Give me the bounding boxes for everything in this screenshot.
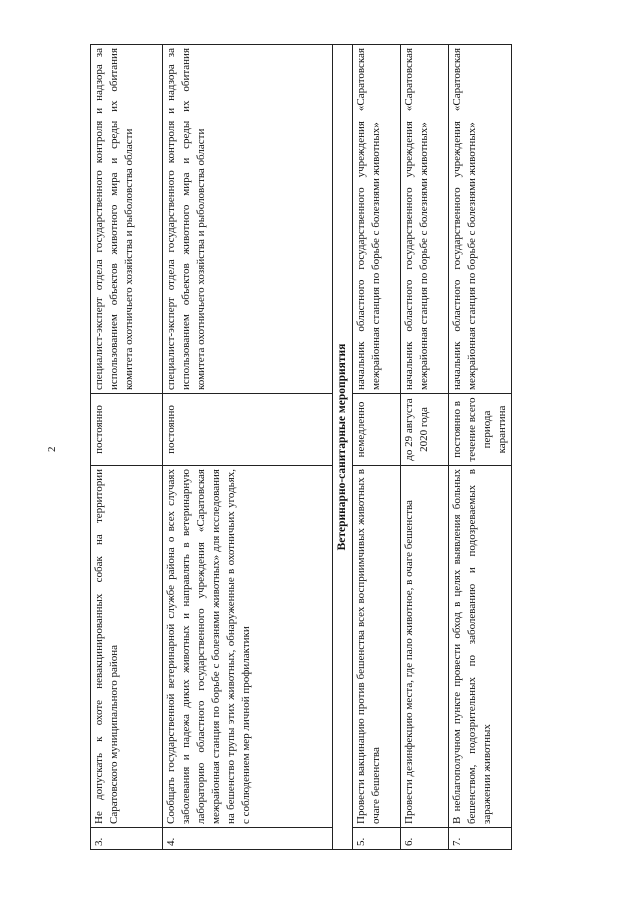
row-number: 7. xyxy=(449,828,512,850)
measures-table xyxy=(90,44,512,850)
action-cell: В неблагополучном пункте провести обход в целях выявления больных бешенством, подозрительных по заболеванию и подозреваемых в заражении животных xyxy=(449,466,512,828)
responsible-cell: начальник областного государственного учреждения «Саратовская межрайонная станция по борьбе с болезнями животных» xyxy=(401,45,449,394)
section-row xyxy=(333,45,353,850)
table-row xyxy=(449,45,512,850)
section-title: Ветеринарно-санитарные мероприятия xyxy=(333,45,353,850)
term-cell: постоянно xyxy=(163,394,333,466)
row-number: 3. xyxy=(91,828,163,850)
action-cell: Провести вакцинацию против бешенства всех восприимчивых животных в очаге бешенства xyxy=(353,466,401,828)
action-cell: Сообщать государственной ветеринарной службе района о всех случаях заболевания и падежа диких животных и направлять в ветеринарную лабораторию областного государственного учреждения «Саратовская межрайонная станция по борьбе с болезнями животных» для исследования на бешенство трупы этих животных, обнаруженные в охотничьих угодьях, с соблюдением мер личной профилактики xyxy=(163,466,333,828)
responsible-cell: начальник областного государственного учреждения «Саратовская межрайонная станция по борьбе с болезнями животных» xyxy=(449,45,512,394)
page-number: 2 xyxy=(46,446,58,452)
responsible-cell: специалист-эксперт отдела государственного контроля и надзора за использованием объектов животного мира и среды их обитания комитета охотничьего хозяйства и рыболовства области xyxy=(91,45,163,394)
rotated-table-sheet xyxy=(90,45,508,850)
action-cell: Провести дезинфекцию места, где пало животное, в очаге бешенства xyxy=(401,466,449,828)
term-cell: постоянно в течение всего периода карантина xyxy=(449,394,512,466)
table-row xyxy=(401,45,449,850)
responsible-cell: специалист-эксперт отдела государственного контроля и надзора за использованием объектов животного мира и среды их обитания комитета охотничьего хозяйства и рыболовства области xyxy=(163,45,333,394)
term-cell: немедленно xyxy=(353,394,401,466)
table-row xyxy=(163,45,333,850)
row-number: 5. xyxy=(353,828,401,850)
table-row xyxy=(353,45,401,850)
term-cell: до 29 августа 2020 года xyxy=(401,394,449,466)
row-number: 6. xyxy=(401,828,449,850)
row-number: 4. xyxy=(163,828,333,850)
table-row xyxy=(91,45,163,850)
action-cell: Не допускать к охоте невакцинированных собак на территории Саратовского муниципального района xyxy=(91,466,163,828)
term-cell: постоянно xyxy=(91,394,163,466)
responsible-cell: начальник областного государственного учреждения «Саратовская межрайонная станция по борьбе с болезнями животных» xyxy=(353,45,401,394)
